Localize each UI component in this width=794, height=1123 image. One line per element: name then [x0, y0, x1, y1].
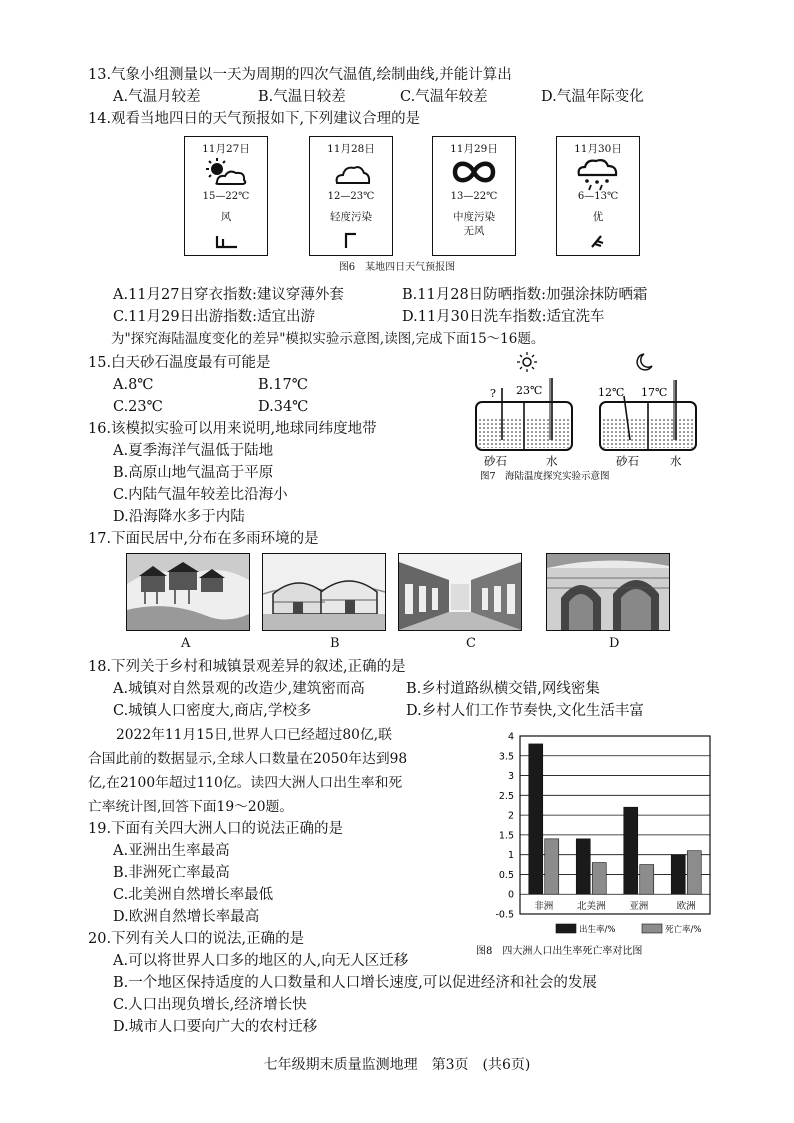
forecast-card-2 [309, 136, 393, 256]
q20-option-d: D.城市人口要向广大的农村迁移 [113, 1019, 318, 1035]
heavy-fog-icon [449, 157, 499, 187]
dwelling-label-a: A [181, 636, 191, 651]
forecast-temp: 6—13℃ [577, 191, 619, 202]
q13-option-d: D.气温年际变化 [541, 89, 644, 105]
intro-19-20-line1: 2022年11月15日,世界人口已经超过80亿,联 [116, 727, 392, 743]
q16-option-d: D.沿海降水多于内陆 [113, 509, 245, 525]
q13-option-b: B.气温日较差 [258, 89, 346, 105]
q16-stem: 16.该模拟实验可以用来说明,地球同纬度地带 [88, 421, 377, 437]
sleet-icon [575, 157, 621, 191]
fig8-caption: 图8 四大洲人口出生率死亡率对比图 [476, 946, 643, 957]
x-category-label: 非洲 [534, 901, 554, 912]
forecast-date: 11月28日 [327, 143, 375, 155]
page-footer: 七年级期末质量监测地理 第3页 (共6页) [263, 1057, 531, 1073]
fig6-caption: 图6 某地四日天气预报图 [338, 262, 456, 273]
q15-option-b: B.17℃ [258, 377, 308, 393]
thermometer-reading: 17℃ [641, 386, 668, 399]
sun-cloud-icon [203, 157, 249, 189]
legend-swatch [556, 924, 576, 933]
dwelling-image-b [262, 553, 386, 631]
y-tick-label: 0.5 [498, 869, 514, 881]
y-tick-label: -0.5 [495, 909, 514, 921]
intro-15-16: 为"探究海陆温度变化的差异"模拟实验示意图,读图,完成下面15～16题。 [111, 331, 545, 347]
q18-option-c: C.城镇人口密度大,商店,学校多 [113, 703, 312, 719]
dwelling-label-b: B [330, 636, 340, 651]
dwelling-image-a [126, 553, 250, 631]
label-sand: 砂石 [484, 454, 507, 468]
q16-option-c: C.内陆气温年较差比沿海小 [113, 487, 288, 503]
q18-option-d: D.乡村人们工作节奏快,文化生活丰富 [406, 703, 644, 719]
fig7-caption: 图7 海陆温度探究实验示意图 [480, 471, 610, 482]
intro-19-20-line2: 合国此前的数据显示,全球人口数量在2050年达到98 [88, 751, 408, 767]
forecast-temp: 15—22℃ [202, 191, 250, 202]
q17-stem: 17.下面民居中,分布在多雨环境的是 [88, 531, 319, 547]
bar-death [545, 839, 559, 894]
y-tick-label: 3.5 [498, 751, 514, 763]
forecast-card-3 [432, 136, 516, 256]
label-sand: 砂石 [616, 454, 639, 468]
q20-option-a: A.可以将世界人口多的地区的人,向无人区迁移 [113, 953, 409, 969]
arcade-street-illustration [399, 554, 521, 630]
bar-birth [529, 744, 543, 894]
fig8-birth-death-rate-chart [472, 728, 722, 960]
q18-stem: 18.下列关于乡村和城镇景观差异的叙述,正确的是 [88, 659, 406, 675]
q14-option-a: A.11月27日穿衣指数:建议穿薄外套 [113, 287, 344, 303]
y-tick-label: 2.5 [498, 790, 514, 802]
q18-option-b: B.乡村道路纵横交错,网线密集 [406, 681, 600, 697]
intro-19-20-line3: 亿,在2100年超过110亿。读四大洲人口出生率和死 [88, 775, 403, 791]
q16-option-a: A.夏季海洋气温低于陆地 [113, 443, 274, 459]
sun-icon [517, 352, 537, 372]
thermometer-reading: ? [490, 387, 496, 400]
legend-label: 出生率/% [579, 925, 616, 935]
thermometer-reading: 23℃ [516, 384, 543, 397]
label-water: 水 [670, 454, 682, 468]
label-water: 水 [546, 454, 558, 468]
q14-stem: 14.观看当地四日的天气预报如下,下列建议合理的是 [88, 111, 421, 127]
q19-option-d: D.欧洲自然增长率最高 [113, 909, 260, 925]
bar-death [687, 851, 701, 895]
cave-dwelling-illustration [547, 554, 669, 630]
q19-option-c: C.北美洲自然增长率最低 [113, 887, 274, 903]
q15-option-a: A.8℃ [113, 377, 154, 393]
forecast-wind: 风 [220, 211, 232, 223]
forecast-date: 11月30日 [574, 143, 622, 155]
forecast-temp: 12—23℃ [327, 191, 375, 202]
moon-icon [637, 354, 652, 370]
cloud-icon [332, 161, 372, 187]
bar-death [640, 865, 654, 895]
bar-birth [624, 807, 638, 894]
q15-option-c: C.23℃ [113, 399, 163, 415]
q20-option-b: B.一个地区保持适度的人口数量和人口增长速度,可以促进经济和社会的发展 [113, 975, 597, 991]
thermometer-reading: 12℃ [598, 386, 625, 399]
legend-swatch [642, 924, 662, 933]
intro-19-20-line4: 亡率统计图,回答下面19～20题。 [88, 799, 294, 815]
q14-option-c: C.11月29日出游指数:适宜出游 [113, 309, 315, 325]
y-tick-label: 1.5 [498, 830, 514, 842]
forecast-card-1 [184, 136, 268, 256]
stilt-house-illustration [127, 554, 249, 630]
bar-birth [671, 855, 685, 895]
y-tick-label: 4 [507, 731, 514, 743]
q14-option-d: D.11月30日洗车指数:适宜洗车 [402, 309, 605, 325]
y-tick-label: 0 [507, 889, 514, 901]
q19-option-b: B.非洲死亡率最高 [113, 865, 230, 881]
wind-barb-icon [342, 231, 360, 249]
dwelling-image-d [546, 553, 670, 631]
q13-option-c: C.气温年较差 [400, 89, 488, 105]
forecast-card-4 [556, 136, 640, 256]
q16-option-b: B.高原山地气温高于平原 [113, 465, 274, 481]
dwelling-image-c [398, 553, 522, 631]
q19-stem: 19.下面有关四大洲人口的说法正确的是 [88, 821, 344, 837]
forecast-date: 11月27日 [202, 143, 250, 155]
yurt-illustration [263, 554, 385, 630]
q15-stem: 15.白天砂石温度最有可能是 [88, 355, 271, 371]
q18-option-a: A.城镇对自然景观的改造少,建筑密而高 [113, 681, 365, 697]
wind-barb-icon [213, 233, 239, 249]
bar-birth [576, 839, 590, 894]
forecast-wind: 无风 [463, 225, 485, 237]
q19-option-a: A.亚洲出生率最高 [113, 843, 230, 859]
forecast-air-quality: 中度污染 [453, 211, 495, 223]
wind-barb-icon [589, 231, 607, 249]
forecast-date: 11月29日 [450, 143, 498, 155]
q20-stem: 20.下列有关人口的说法,正确的是 [88, 931, 305, 947]
dwelling-label-d: D [609, 636, 620, 651]
q13-stem: 13.气象小组测量以一天为周期的四次气温值,绘制曲线,并能计算出 [88, 67, 512, 83]
y-tick-label: 2 [507, 810, 514, 822]
bar-death [592, 863, 606, 895]
fig7-experiment-diagram [470, 350, 700, 485]
dwelling-label-c: C [466, 636, 476, 651]
forecast-temp: 13—22℃ [450, 191, 498, 202]
q13-option-a: A.气温月较差 [113, 89, 201, 105]
q20-option-c: C.人口出现负增长,经济增长快 [113, 997, 307, 1013]
forecast-air-quality: 优 [592, 211, 604, 223]
y-tick-label: 3 [507, 771, 514, 783]
y-tick-label: 1 [507, 850, 514, 862]
x-category-label: 亚洲 [629, 901, 649, 912]
x-category-label: 欧洲 [676, 901, 696, 912]
legend-label: 死亡率/% [665, 925, 702, 935]
q14-option-b: B.11月28日防晒指数:加强涂抹防晒霜 [402, 287, 648, 303]
x-category-label: 北美洲 [576, 901, 606, 912]
q15-option-d: D.34℃ [258, 399, 309, 415]
forecast-air-quality: 轻度污染 [330, 211, 372, 223]
